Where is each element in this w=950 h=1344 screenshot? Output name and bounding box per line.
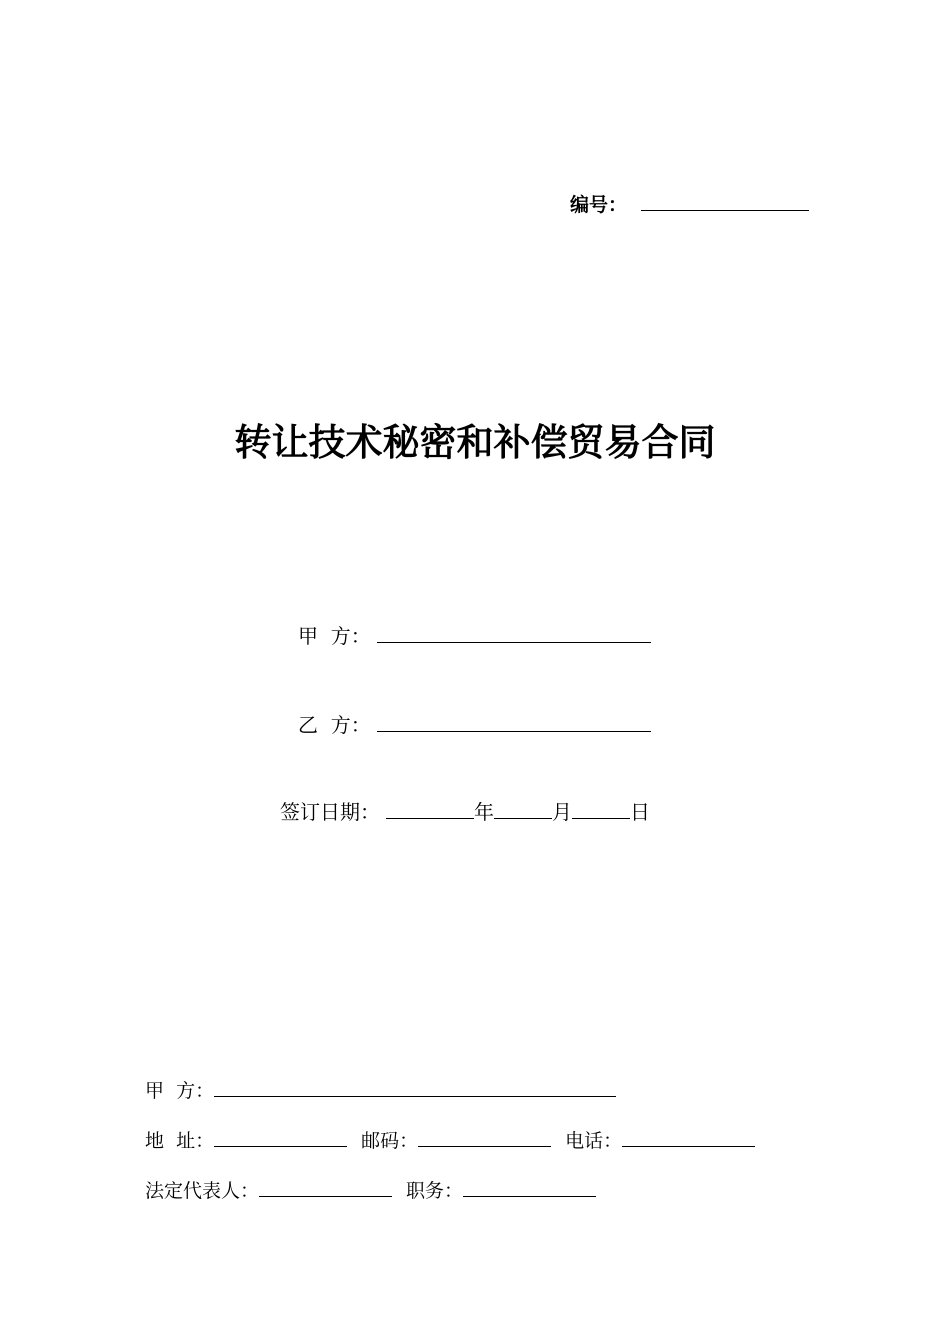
sign-date-label: 签订日期： — [280, 800, 380, 824]
info-party-a-blank[interactable] — [214, 1095, 616, 1097]
address-label: 地 址： — [145, 1130, 215, 1152]
sign-day-blank[interactable] — [572, 817, 630, 819]
phone-blank[interactable] — [622, 1145, 755, 1147]
phone-label: 电话： — [565, 1130, 623, 1152]
contract-number-blank[interactable] — [641, 209, 809, 211]
position-blank[interactable] — [463, 1195, 596, 1197]
document-title: 转让技术秘密和补偿贸易合同 — [234, 421, 716, 464]
cover-party-a-blank[interactable] — [377, 641, 651, 643]
month-label: 月 — [552, 800, 572, 824]
info-address-row — [145, 1126, 755, 1153]
cover-party-a-label: 甲 方： — [298, 624, 371, 648]
position-label: 职务： — [406, 1180, 464, 1202]
year-label: 年 — [474, 800, 494, 824]
cover-party-a-row — [298, 620, 651, 649]
cover-party-b-blank[interactable] — [377, 730, 651, 732]
postcode-label: 邮码： — [361, 1130, 419, 1152]
sign-date-row — [280, 796, 650, 825]
contract-number-row — [570, 190, 809, 217]
postcode-blank[interactable] — [418, 1145, 551, 1147]
address-blank[interactable] — [214, 1145, 347, 1147]
legal-rep-label: 法定代表人： — [145, 1180, 260, 1202]
contract-number-label: 编号： — [570, 194, 628, 216]
info-party-a-label: 甲 方： — [145, 1080, 215, 1102]
sign-month-blank[interactable] — [494, 817, 552, 819]
legal-rep-blank[interactable] — [259, 1195, 392, 1197]
cover-party-b-label: 乙 方： — [298, 713, 371, 737]
info-legal-rep-row — [145, 1176, 596, 1203]
sign-year-blank[interactable] — [386, 817, 474, 819]
info-party-a-row — [145, 1076, 616, 1103]
cover-party-b-row — [298, 709, 651, 738]
day-label: 日 — [630, 800, 650, 824]
